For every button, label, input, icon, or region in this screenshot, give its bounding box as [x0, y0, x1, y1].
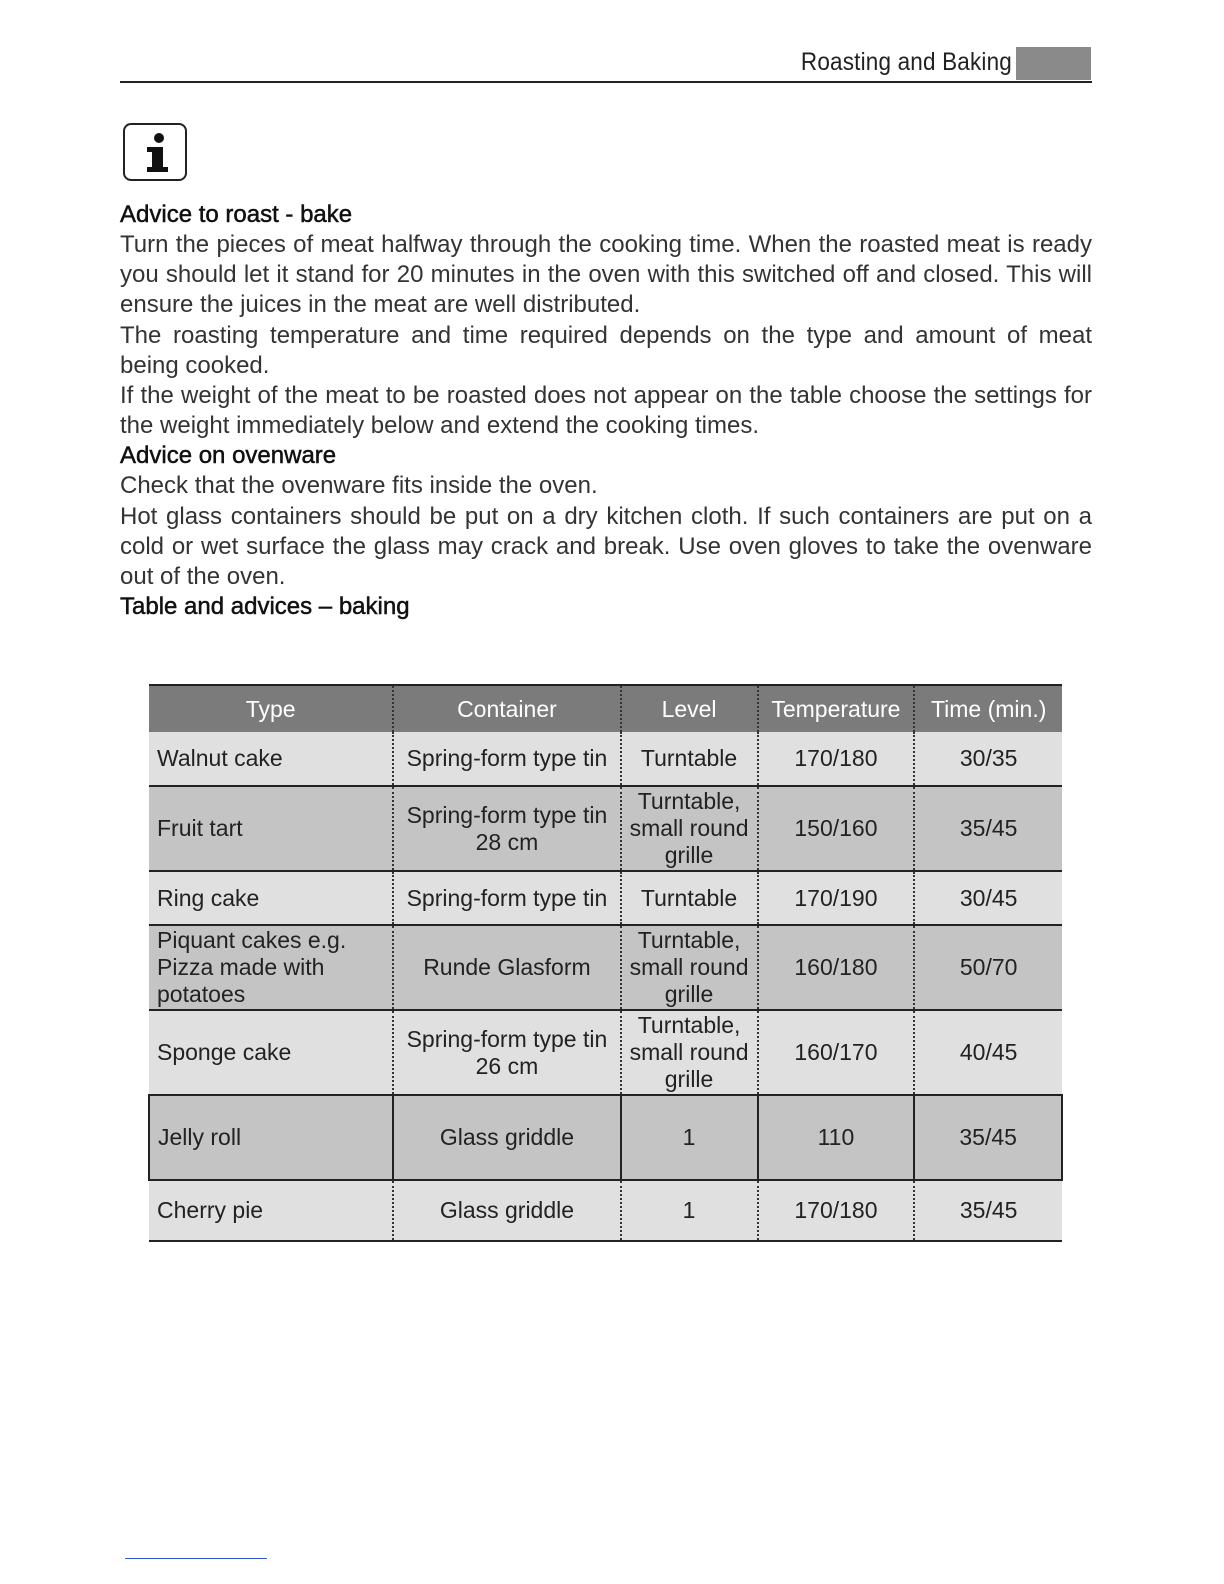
header-tab-block: [1016, 47, 1091, 80]
content: [120, 200, 1092, 622]
cell-time: 40/45: [914, 1010, 1062, 1095]
table-row: [149, 1010, 1062, 1095]
cell-type: Piquant cakes e.g. Pizza made with potatoes: [149, 925, 393, 1010]
paragraph: Turn the pieces of meat halfway through the cooking time. When the roasted meat is ready you should let it stand for 20 minutes in the oven with this switched off and closed. This will ensure the juices in the meat are well distributed.: [120, 231, 1092, 319]
cell-type: Walnut cake: [149, 732, 393, 786]
column-header-time: Time (min.): [914, 685, 1062, 732]
column-header-type: Type: [149, 685, 393, 732]
cell-type: Fruit tart: [149, 786, 393, 871]
info-icon: [123, 123, 187, 181]
cell-temperature: 170/180: [758, 1180, 915, 1241]
table-row: [149, 786, 1062, 871]
page-header-title: Roasting and Baking: [800, 48, 1012, 76]
heading-roast-bake: Advice to roast - bake: [120, 201, 353, 228]
paragraph: Hot glass containers should be put on a dry kitchen cloth. If such containers are put on a cold or wet surface the glass may crack and break. Use oven gloves to take the ovenware out of the oven.: [120, 502, 1092, 591]
cell-temperature: 150/160: [758, 786, 915, 871]
table-row: [149, 1095, 1062, 1180]
cell-container: Spring-form type tin 26 cm: [393, 1010, 620, 1095]
cell-time: 50/70: [914, 925, 1062, 1010]
column-header-level: Level: [621, 685, 758, 732]
cell-temperature: 110: [758, 1095, 915, 1180]
cell-temperature: 160/180: [758, 925, 915, 1010]
baking-table: [148, 684, 1063, 1242]
cell-level: Turntable, small round grille: [621, 786, 758, 871]
cell-time: 35/45: [914, 1180, 1062, 1241]
cell-container: Spring-form type tin: [393, 732, 620, 786]
cell-level: Turntable: [621, 871, 758, 925]
paragraph: Check that the ovenware fits inside the oven.: [120, 472, 598, 500]
cell-temperature: 160/170: [758, 1010, 915, 1095]
cell-time: 30/45: [914, 871, 1062, 925]
footer-link-underline: [125, 1558, 267, 1559]
cell-container: Runde Glasform: [393, 925, 620, 1010]
header-rule: [120, 81, 1092, 83]
cell-temperature: 170/190: [758, 871, 915, 925]
cell-type: Jelly roll: [149, 1095, 393, 1180]
cell-type: Ring cake: [149, 871, 393, 925]
cell-time: 35/45: [914, 786, 1062, 871]
heading-ovenware: Advice on ovenware: [120, 442, 337, 470]
paragraph: The roasting temperature and time required depends on the type and amount of meat being cooked.: [120, 321, 1092, 379]
cell-time: 30/35: [914, 732, 1062, 786]
cell-container: Glass griddle: [393, 1095, 620, 1180]
table-row: [149, 925, 1062, 1010]
cell-level: Turntable: [621, 732, 758, 786]
table-row: [149, 1180, 1062, 1241]
cell-container: Spring-form type tin: [393, 871, 620, 925]
cell-container: Glass griddle: [393, 1180, 620, 1241]
heading-baking-table: Table and advices – baking: [120, 593, 410, 621]
cell-level: Turntable, small round grille: [621, 1010, 758, 1095]
table-header-row: [149, 685, 1062, 732]
cell-type: Cherry pie: [149, 1180, 393, 1241]
column-header-temperature: Temperature: [758, 685, 915, 732]
table-row: [149, 732, 1062, 786]
cell-level: Turntable, small round grille: [621, 925, 758, 1010]
column-header-container: Container: [393, 685, 620, 732]
cell-level: 1: [621, 1095, 758, 1180]
cell-type: Sponge cake: [149, 1010, 393, 1095]
cell-temperature: 170/180: [758, 732, 915, 786]
cell-container: Spring-form type tin 28 cm: [393, 786, 620, 871]
paragraph: If the weight of the meat to be roasted does not appear on the table choose the settings for the weight immediately below and extend the cooking times.: [120, 382, 1092, 440]
cell-time: 35/45: [914, 1095, 1062, 1180]
table-row: [149, 871, 1062, 925]
cell-level: 1: [621, 1180, 758, 1241]
